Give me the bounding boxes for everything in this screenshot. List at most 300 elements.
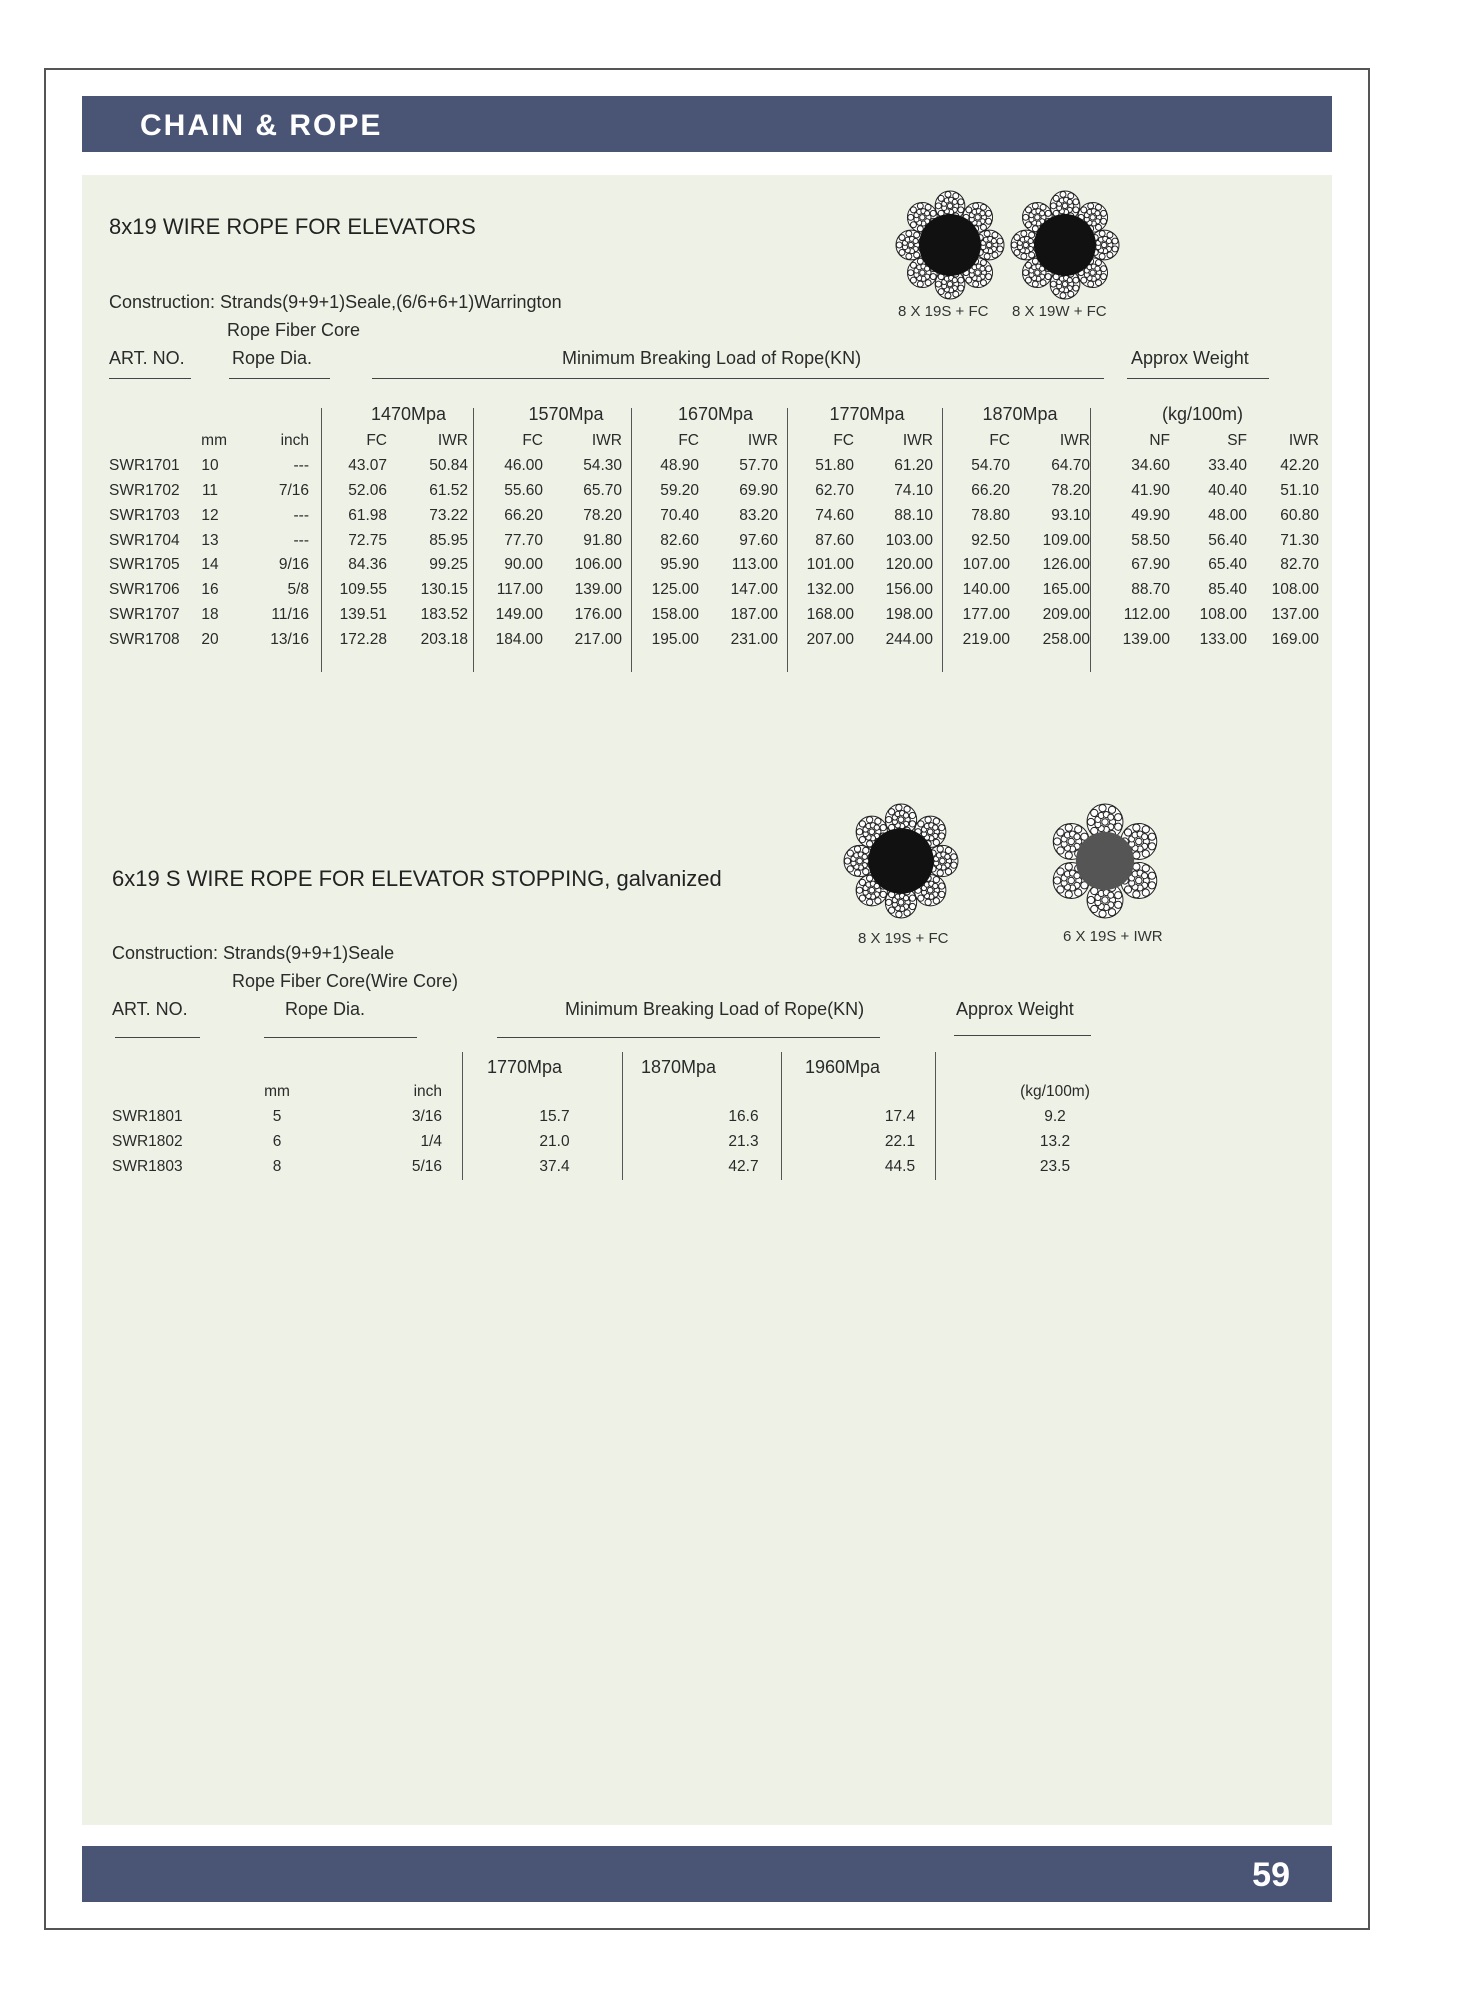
section2-col-mbl: Minimum Breaking Load of Rope(KN) bbox=[565, 999, 865, 1019]
wire-icon bbox=[981, 224, 987, 230]
wire-icon bbox=[904, 910, 910, 916]
section1-col-weight: Approx Weight bbox=[1131, 348, 1249, 368]
wire-icon bbox=[1106, 238, 1111, 243]
load-cell: 69.90 bbox=[739, 481, 778, 499]
load-cell: 198.00 bbox=[885, 605, 933, 623]
weight-cell: 71.30 bbox=[1280, 531, 1319, 549]
load-cell: 97.60 bbox=[739, 531, 778, 549]
load-cell: 207.00 bbox=[806, 630, 854, 648]
wire-icon bbox=[847, 866, 853, 872]
mm-cell: 5 bbox=[272, 1108, 282, 1126]
wire-icon bbox=[1032, 281, 1038, 287]
wire-icon bbox=[1067, 199, 1072, 204]
wire-icon bbox=[863, 847, 869, 853]
section2-construction: Construction: Strands(9+9+1)Seale bbox=[112, 943, 395, 963]
wire-icon bbox=[1045, 274, 1051, 280]
wire-icon bbox=[854, 846, 860, 852]
load-cell: 88.10 bbox=[894, 506, 933, 524]
section2-caption-2: 6 X 19S + IWR bbox=[1063, 928, 1163, 945]
mm-cell: 16 bbox=[201, 581, 219, 599]
load-cell: 42.7 bbox=[728, 1157, 759, 1175]
wire-icon bbox=[973, 203, 979, 209]
wire-icon bbox=[1040, 204, 1046, 210]
load-cell: 172.28 bbox=[339, 630, 387, 648]
load-cell: 77.70 bbox=[504, 531, 543, 549]
wire-icon bbox=[992, 252, 998, 258]
wire-icon bbox=[925, 817, 931, 823]
wire-icon bbox=[859, 836, 865, 842]
table-row bbox=[109, 479, 1319, 504]
mm-cell: 10 bbox=[201, 457, 219, 475]
wire-icon bbox=[933, 839, 939, 845]
wire-icon bbox=[854, 870, 860, 876]
wire-icon bbox=[952, 278, 957, 283]
load-cell: 109.55 bbox=[339, 581, 387, 599]
wire-icon bbox=[986, 266, 992, 272]
wire-icon bbox=[1023, 270, 1029, 276]
wire-icon bbox=[899, 235, 905, 241]
wire-icon bbox=[1057, 886, 1064, 893]
wire-icon bbox=[1133, 891, 1140, 898]
unit-inch: inch bbox=[413, 1083, 442, 1101]
table-row bbox=[109, 603, 1319, 628]
wire-icon bbox=[880, 891, 886, 897]
load-cell: 57.70 bbox=[739, 457, 778, 475]
wire-icon bbox=[1032, 258, 1038, 264]
load-cell: 22.1 bbox=[884, 1132, 916, 1150]
wire-icon bbox=[1124, 886, 1131, 893]
wire-icon bbox=[1040, 211, 1045, 216]
wire-icon bbox=[1096, 224, 1102, 230]
wire-icon bbox=[1023, 214, 1029, 220]
wire-icon bbox=[966, 207, 972, 213]
section1-grade-1670: 1670Mpa bbox=[677, 404, 754, 424]
load-cell: 52.06 bbox=[348, 481, 387, 499]
wire-icon bbox=[1032, 226, 1038, 232]
wire-icon bbox=[909, 812, 915, 818]
wire-icon bbox=[925, 899, 931, 905]
wire-icon bbox=[859, 879, 865, 885]
weight-cell: 48.00 bbox=[1208, 506, 1247, 524]
load-cell: 91.80 bbox=[583, 531, 622, 549]
wire-icon bbox=[867, 899, 873, 905]
load-cell: 219.00 bbox=[962, 630, 1010, 648]
art-no-cell: SWR1705 bbox=[109, 556, 180, 574]
wire-icon bbox=[951, 854, 957, 860]
wire-icon bbox=[869, 887, 875, 893]
wire-icon bbox=[910, 207, 916, 213]
header-bar bbox=[82, 96, 1332, 152]
section1-col-rope-dia: Rope Dia. bbox=[232, 348, 313, 368]
wire-icon bbox=[1133, 824, 1140, 831]
mm-cell: 8 bbox=[272, 1157, 282, 1175]
wire-icon bbox=[1053, 195, 1059, 201]
wire-icon bbox=[1068, 193, 1074, 199]
weight-cell: 13.2 bbox=[1039, 1132, 1071, 1150]
table-header-row bbox=[112, 1080, 1130, 1105]
core-iwr: IWR bbox=[902, 432, 933, 450]
wire-icon bbox=[966, 277, 972, 283]
load-cell: 43.07 bbox=[348, 457, 387, 475]
wire-icon bbox=[906, 231, 912, 237]
section1-title: 8x19 WIRE ROPE FOR ELEVATORS bbox=[109, 214, 476, 239]
wire-icon bbox=[1060, 293, 1066, 299]
section2-table bbox=[112, 1080, 1130, 1179]
wire-icon bbox=[869, 829, 875, 835]
wire-icon bbox=[1088, 203, 1094, 209]
wire-icon bbox=[1142, 889, 1149, 896]
weight-cell: 112.00 bbox=[1123, 605, 1170, 623]
load-cell: 72.75 bbox=[348, 531, 387, 549]
wire-icon bbox=[938, 195, 944, 201]
wire-icon bbox=[1040, 280, 1046, 286]
wire-icon bbox=[898, 900, 904, 906]
wire-icon bbox=[953, 291, 959, 297]
load-cell: 209.00 bbox=[1042, 605, 1090, 623]
wire-icon bbox=[914, 232, 920, 238]
section1-grade-1770: 1770Mpa bbox=[829, 404, 905, 424]
load-cell: 65.70 bbox=[583, 481, 622, 499]
wire-icon bbox=[951, 862, 957, 868]
load-cell: 15.7 bbox=[539, 1108, 570, 1126]
section1-weight-unit: (kg/100m) bbox=[1161, 404, 1244, 424]
wire-icon bbox=[945, 847, 951, 853]
load-cell: 78.80 bbox=[971, 506, 1010, 524]
wire-icon bbox=[1115, 892, 1122, 899]
wire-icon bbox=[1124, 829, 1131, 836]
rope-core-icon bbox=[868, 828, 933, 893]
wire-icon bbox=[1025, 277, 1031, 283]
wire-icon bbox=[1101, 242, 1106, 247]
wire-icon bbox=[986, 274, 992, 280]
wire-icon bbox=[937, 846, 943, 852]
weight-cell: 67.90 bbox=[1131, 556, 1170, 574]
load-cell: 61.98 bbox=[348, 506, 387, 524]
inch-cell: --- bbox=[293, 531, 309, 549]
wire-icon bbox=[1060, 191, 1066, 197]
wire-icon bbox=[1136, 838, 1142, 844]
wire-icon bbox=[1102, 819, 1108, 825]
inch-cell: --- bbox=[293, 457, 309, 475]
wire-icon bbox=[986, 242, 991, 247]
wire-icon bbox=[844, 858, 850, 864]
weight-cell: 23.5 bbox=[1039, 1157, 1071, 1175]
art-no-cell: SWR1708 bbox=[109, 630, 180, 648]
table-row bbox=[112, 1130, 1130, 1155]
load-cell: 64.70 bbox=[1051, 457, 1090, 475]
wire-icon bbox=[898, 817, 904, 823]
wire-icon bbox=[1014, 235, 1020, 241]
wire-icon bbox=[1112, 246, 1118, 252]
weight-cell: 56.40 bbox=[1208, 531, 1247, 549]
wire-icon bbox=[1025, 262, 1031, 268]
wire-icon bbox=[1102, 897, 1108, 903]
wire-icon bbox=[1142, 850, 1149, 857]
wire-icon bbox=[925, 211, 930, 216]
wire-icon bbox=[909, 903, 915, 909]
weight-cell: 42.20 bbox=[1280, 457, 1319, 475]
section1-col-art-no: ART. NO. bbox=[109, 348, 185, 368]
load-cell: 21.3 bbox=[728, 1132, 759, 1150]
unit-mm: mm bbox=[201, 432, 227, 450]
mm-cell: 6 bbox=[272, 1132, 282, 1150]
wire-icon bbox=[1065, 891, 1072, 898]
section2-rule-art bbox=[115, 1037, 200, 1038]
wire-icon bbox=[935, 281, 941, 287]
weight-cell: 169.00 bbox=[1271, 630, 1319, 648]
load-cell: 203.18 bbox=[420, 630, 468, 648]
wire-icon bbox=[1101, 218, 1107, 224]
wire-icon bbox=[918, 895, 924, 901]
load-cell: 66.20 bbox=[504, 506, 543, 524]
wire-icon bbox=[1073, 277, 1079, 283]
wire-icon bbox=[1057, 847, 1064, 854]
wire-icon bbox=[920, 215, 925, 220]
section1-caption-1: 8 X 19S + FC bbox=[898, 303, 989, 320]
wire-icon bbox=[1091, 905, 1098, 912]
wire-icon bbox=[933, 818, 939, 824]
section2-grade-1960: 1960Mpa bbox=[805, 1057, 881, 1077]
wire-icon bbox=[1148, 833, 1155, 840]
wire-icon bbox=[1096, 280, 1102, 286]
weight-col-iwr: IWR bbox=[1288, 432, 1319, 450]
wire-icon bbox=[1108, 909, 1115, 916]
wire-icon bbox=[991, 238, 996, 243]
wire-icon bbox=[933, 825, 938, 830]
wire-icon bbox=[867, 875, 873, 881]
footer-bar bbox=[82, 1846, 1332, 1902]
wire-icon bbox=[937, 870, 943, 876]
wire-icon bbox=[906, 253, 912, 259]
wire-icon bbox=[939, 891, 945, 897]
load-cell: 231.00 bbox=[730, 630, 778, 648]
mm-cell: 11 bbox=[201, 481, 219, 499]
load-cell: 147.00 bbox=[730, 581, 778, 599]
wire-icon bbox=[997, 246, 1003, 252]
art-no-cell: SWR1701 bbox=[109, 457, 180, 475]
wire-icon bbox=[958, 199, 964, 205]
wire-icon bbox=[1074, 834, 1080, 840]
wire-icon bbox=[1075, 826, 1082, 833]
wire-icon bbox=[886, 899, 892, 905]
weight-cell: 137.00 bbox=[1271, 605, 1319, 623]
wire-icon bbox=[1096, 260, 1102, 266]
load-cell: 73.22 bbox=[429, 506, 468, 524]
wire-icon bbox=[1148, 843, 1155, 850]
wire-icon bbox=[1136, 877, 1142, 883]
wire-icon bbox=[1068, 877, 1074, 883]
wire-icon bbox=[925, 280, 931, 286]
weight-cell: 49.90 bbox=[1131, 506, 1170, 524]
core-iwr: IWR bbox=[1059, 432, 1090, 450]
wire-icon bbox=[896, 242, 902, 248]
header-title: CHAIN & ROPE bbox=[140, 109, 383, 142]
load-cell: 176.00 bbox=[574, 605, 622, 623]
wire-icon bbox=[1101, 266, 1107, 272]
wire-icon bbox=[975, 270, 980, 275]
load-cell: 130.15 bbox=[420, 581, 468, 599]
load-cell: 187.00 bbox=[730, 605, 778, 623]
weight-cell: 40.40 bbox=[1208, 481, 1247, 499]
wire-icon bbox=[1115, 901, 1122, 908]
wire-icon bbox=[1032, 203, 1038, 209]
section1-construction-core: Rope Fiber Core bbox=[227, 320, 361, 340]
wire-icon bbox=[1035, 215, 1040, 220]
load-cell: 21.0 bbox=[539, 1132, 570, 1150]
wire-icon bbox=[914, 252, 920, 258]
weight-cell: 108.00 bbox=[1271, 581, 1319, 599]
wire-icon bbox=[1091, 809, 1098, 816]
rope-cross-section-8x19s-fc bbox=[843, 800, 959, 922]
wire-icon bbox=[1023, 242, 1028, 247]
weight-cell: 85.40 bbox=[1208, 581, 1247, 599]
wire-icon bbox=[1107, 232, 1113, 238]
load-cell: 54.70 bbox=[971, 457, 1010, 475]
load-cell: 132.00 bbox=[806, 581, 854, 599]
wire-icon bbox=[1142, 826, 1149, 833]
wire-icon bbox=[930, 274, 936, 280]
core-fc: FC bbox=[678, 432, 699, 450]
load-cell: 87.60 bbox=[815, 531, 854, 549]
load-cell: 156.00 bbox=[885, 581, 933, 599]
core-fc: FC bbox=[522, 432, 543, 450]
wire-icon bbox=[909, 821, 915, 827]
load-cell: 120.00 bbox=[885, 556, 933, 574]
wire-icon bbox=[997, 238, 1003, 244]
wire-icon bbox=[1090, 270, 1095, 275]
table-row bbox=[109, 553, 1319, 578]
wire-icon bbox=[867, 841, 873, 847]
wire-icon bbox=[920, 270, 925, 275]
wire-icon bbox=[874, 825, 879, 830]
table-row bbox=[109, 578, 1319, 603]
wire-icon bbox=[973, 281, 979, 287]
wire-icon bbox=[1028, 238, 1033, 243]
wire-icon bbox=[939, 833, 945, 839]
wire-icon bbox=[939, 883, 945, 889]
wire-icon bbox=[913, 238, 918, 243]
load-cell: 48.90 bbox=[660, 457, 699, 475]
weight-cell: 34.60 bbox=[1131, 457, 1170, 475]
wire-icon bbox=[1062, 281, 1067, 286]
weight-cell: 133.00 bbox=[1199, 630, 1247, 648]
weight-cell: 41.90 bbox=[1131, 481, 1170, 499]
wire-icon bbox=[899, 249, 905, 255]
wire-icon bbox=[975, 215, 980, 220]
core-iwr: IWR bbox=[437, 432, 468, 450]
wire-icon bbox=[986, 210, 992, 216]
rope-cross-section-8x19w-fc bbox=[1010, 190, 1120, 300]
table-row bbox=[112, 1154, 1130, 1179]
wire-icon bbox=[984, 231, 990, 237]
wire-icon bbox=[981, 204, 987, 210]
wire-icon bbox=[1142, 873, 1148, 879]
load-cell: 149.00 bbox=[495, 605, 543, 623]
wire-icon bbox=[857, 858, 863, 864]
section1-rule-dia bbox=[229, 378, 330, 379]
load-cell: 183.52 bbox=[420, 605, 468, 623]
wire-icon bbox=[1099, 253, 1105, 259]
wire-icon bbox=[1087, 818, 1094, 825]
load-cell: 54.30 bbox=[583, 457, 622, 475]
wire-icon bbox=[984, 253, 990, 259]
core-fc: FC bbox=[366, 432, 387, 450]
core-fc: FC bbox=[833, 432, 854, 450]
load-cell: 139.00 bbox=[574, 581, 622, 599]
core-iwr: IWR bbox=[747, 432, 778, 450]
wire-icon bbox=[1057, 829, 1064, 836]
wire-icon bbox=[981, 260, 987, 266]
wire-icon bbox=[1101, 210, 1107, 216]
wire-icon bbox=[880, 824, 886, 830]
wire-icon bbox=[903, 895, 908, 900]
section1-grade-1470: 1470Mpa bbox=[370, 404, 447, 424]
core-fc: FC bbox=[989, 432, 1010, 450]
wire-icon bbox=[933, 883, 938, 888]
section2-rule-dia bbox=[264, 1037, 417, 1038]
wire-icon bbox=[1035, 270, 1040, 275]
weight-cell: 58.50 bbox=[1131, 531, 1170, 549]
section1-rule-art bbox=[109, 378, 191, 379]
wire-icon bbox=[856, 887, 862, 893]
art-no-cell: SWR1706 bbox=[109, 581, 180, 599]
wire-icon bbox=[1108, 806, 1115, 813]
wire-icon bbox=[1068, 291, 1074, 297]
weight-cell: 82.70 bbox=[1280, 556, 1319, 574]
wire-icon bbox=[1073, 207, 1079, 213]
load-cell: 51.80 bbox=[815, 457, 854, 475]
wire-icon bbox=[903, 813, 908, 818]
load-cell: 93.10 bbox=[1051, 506, 1090, 524]
wire-icon bbox=[1025, 222, 1031, 228]
wire-icon bbox=[1108, 814, 1114, 820]
load-cell: 168.00 bbox=[806, 605, 854, 623]
wire-icon bbox=[1065, 863, 1072, 870]
wire-icon bbox=[1029, 252, 1035, 258]
section1-construction: Construction: Strands(9+9+1)Seale,(6/6+6+1)Warrington bbox=[109, 292, 562, 312]
wire-icon bbox=[1014, 249, 1020, 255]
rope-cross-section-8x19s-fc bbox=[895, 190, 1005, 300]
inch-cell: 9/16 bbox=[278, 556, 309, 574]
wire-icon bbox=[1115, 814, 1122, 821]
page-number: 59 bbox=[1252, 1856, 1290, 1894]
load-cell: 44.5 bbox=[884, 1157, 916, 1175]
section2-grade-1870: 1870Mpa bbox=[641, 1057, 717, 1077]
load-cell: 95.90 bbox=[660, 556, 699, 574]
load-cell: 55.60 bbox=[504, 481, 543, 499]
table-header-row bbox=[109, 429, 1319, 454]
section1-caption-2: 8 X 19W + FC bbox=[1012, 303, 1107, 320]
wire-icon bbox=[1073, 285, 1079, 291]
wire-icon bbox=[981, 280, 987, 286]
wire-icon bbox=[980, 211, 985, 216]
load-cell: 195.00 bbox=[651, 630, 699, 648]
wire-icon bbox=[917, 281, 923, 287]
load-cell: 66.20 bbox=[971, 481, 1010, 499]
section1-col-mbl: Minimum Breaking Load of Rope(KN) bbox=[562, 348, 862, 368]
inch-cell: 5/8 bbox=[287, 581, 309, 599]
wire-icon bbox=[1096, 204, 1102, 210]
wire-icon bbox=[867, 817, 873, 823]
wire-icon bbox=[1112, 238, 1118, 244]
wire-icon bbox=[980, 266, 985, 271]
load-cell: 244.00 bbox=[885, 630, 933, 648]
section1-rule-mbl bbox=[372, 378, 1104, 379]
rope-core-icon bbox=[1076, 832, 1134, 890]
load-cell: 17.4 bbox=[884, 1108, 916, 1126]
load-cell: 61.52 bbox=[429, 481, 468, 499]
wire-icon bbox=[986, 218, 992, 224]
